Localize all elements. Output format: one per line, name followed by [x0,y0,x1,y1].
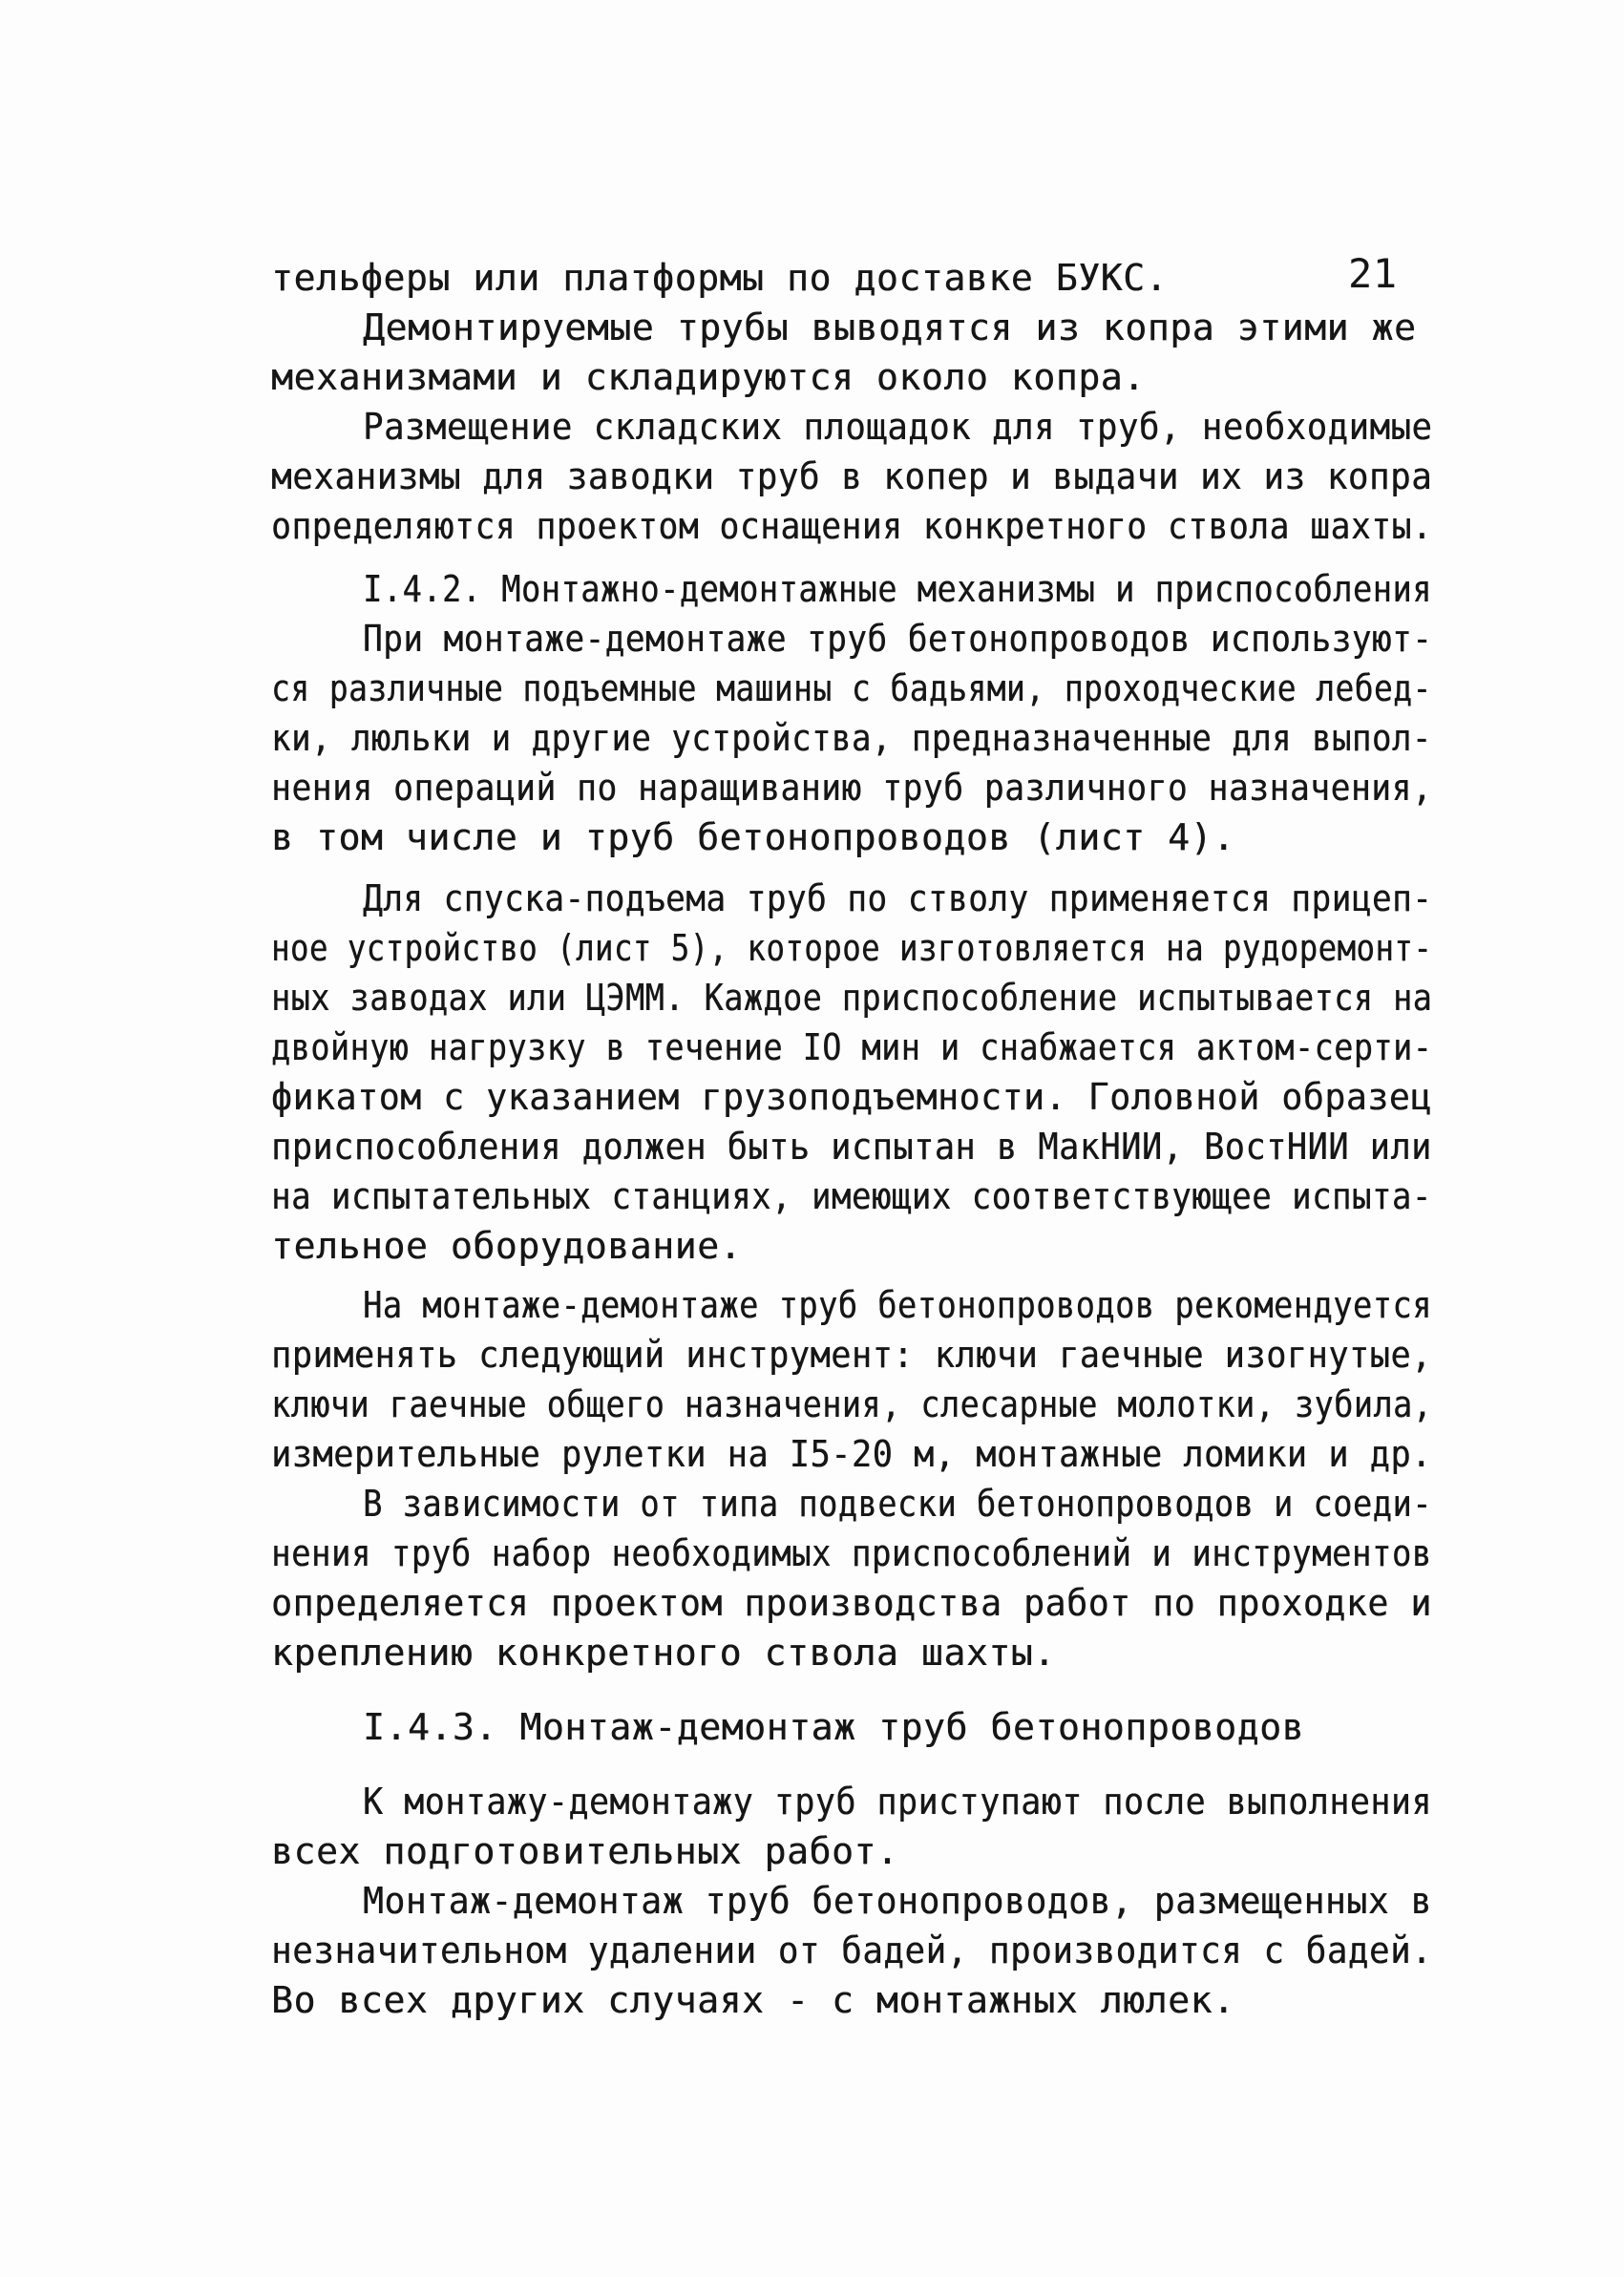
text-line: ключи гаечные общего назначения, слесарные молотки, зубила, [271,1383,1433,1425]
text-line: тельферы или платформы по доставке БУКС. [271,257,1169,299]
paragraph-first-line: При монтаже-демонтаже труб бетонопроводов используют- [363,618,1433,660]
text-line: ное устройство (лист 5), которое изготовляется на рудоремонт- [271,927,1433,969]
text-line: ся различные подъемные машины с бадьями, проходческие лебед- [271,667,1432,709]
text-line: ки, люльки и другие устройства, предназначенные для выпол- [271,717,1432,759]
text-line: применять следующий инструмент: ключи гаечные изогнутые, [271,1334,1432,1376]
text-line: измерительные рулетки на I5-20 м, монтажные ломики и др. [271,1433,1432,1475]
text-line: креплению конкретного ствола шахты. [271,1632,1056,1674]
paragraph-first-line: Для спуска-подъема труб по стволу применяется прицеп- [363,877,1433,919]
text-line: приспособления должен быть испытан в МакНИИ, ВостНИИ или [271,1126,1432,1168]
paragraph-first-line: К монтажу-демонтажу труб приступают после выполнения [363,1781,1432,1823]
text-line: определяются проектом оснащения конкретного ствола шахты. [271,505,1433,547]
text-line: двойную нагрузку в течение IO мин и снабжается актом-серти- [271,1026,1433,1068]
text-line: на испытательных станциях, имеющих соответствующее испыта- [271,1175,1432,1217]
paragraph-first-line: Размещение складских площадок для труб, необходимые [363,406,1433,448]
text-line: нения операций по наращиванию труб различного назначения, [271,767,1433,809]
text-line: незначительном удалении от бадей, производится с бадей. [271,1929,1433,1971]
page-number: 21 [1348,250,1398,297]
text-line: нения труб набор необходимых приспособлений и инструментов [271,1532,1432,1574]
paragraph-first-line: Демонтируемые трубы выводятся из копра этими же [363,306,1417,348]
paragraph-first-line: На монтаже-демонтаже труб бетонопроводов рекомендуется [363,1284,1432,1326]
text-line: ных заводах или ЦЭММ. Каждое приспособление испытывается на [271,977,1433,1019]
text-line: в том числе и труб бетонопроводов (лист 4). [271,816,1235,858]
text-line: Во всех других случаях - с монтажных люлек. [271,1979,1235,2021]
section-heading: I.4.3. Монтаж-демонтаж труб бетонопроводов [363,1706,1305,1748]
text-line: механизмы для заводки труб в копер и выдачи их из копра [271,455,1433,497]
paragraph-first-line: В зависимости от типа подвески бетонопроводов и соеди- [363,1483,1432,1525]
paragraph-first-line: Монтаж-демонтаж труб бетонопроводов, размещенных в [363,1880,1432,1922]
text-line: фикатом с указанием грузоподъемности. Головной образец [271,1076,1432,1118]
text-line: всех подготовительных работ. [271,1830,899,1872]
section-heading: I.4.2. Монтажно-демонтажные механизмы и приспособления [363,568,1432,610]
text-line: тельное оборудование. [271,1225,743,1267]
text-line: определяется проектом производства работ по проходке и [271,1582,1432,1624]
text-line: механизмами и складируются около копра. [271,356,1146,398]
